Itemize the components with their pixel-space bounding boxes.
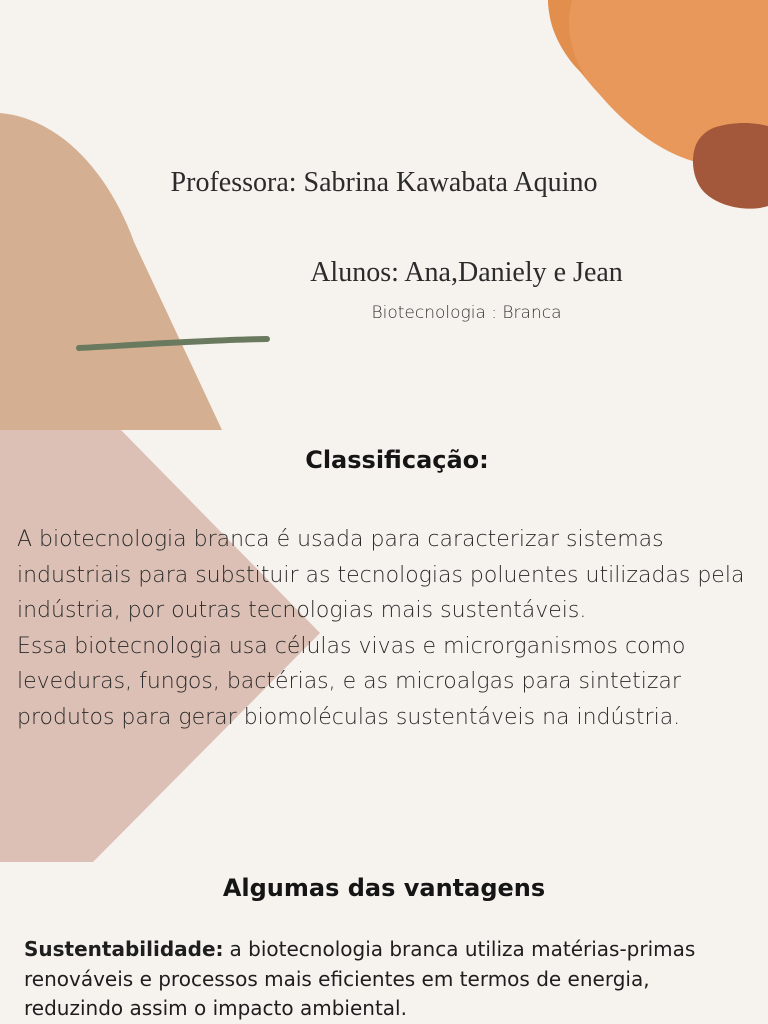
- classification-heading: Classificação:: [305, 446, 489, 474]
- paragraph-line: industriais para substituir as tecnologias poluentes utilizadas pela: [17, 562, 745, 588]
- advantages-heading: Algumas das vantagens: [222, 874, 546, 902]
- students-names: Alunos: Ana,Daniely e Jean: [310, 257, 623, 288]
- advantage-item-sustainability: [24, 935, 768, 1024]
- subject-subtitle: Biotecnologia : Branca: [371, 303, 562, 323]
- advantage-line: reduzindo assim o impacto ambiental.: [24, 996, 407, 1020]
- advantage-line: [24, 935, 768, 965]
- paragraph-line: produtos para gerar biomoléculas sustentáveis na indústria.: [17, 704, 681, 730]
- paragraph-line: leveduras, fungos, bactérias, e as microalgas para sintetizar: [17, 669, 681, 694]
- paragraph-line: A biotecnologia branca é usada para caracterizar sistemas: [17, 527, 664, 552]
- paragraph-line: Essa biotecnologia usa células vivas e microrganismos como: [17, 633, 686, 659]
- advantage-line: renováveis e processos mais eficientes em termos de energia,: [24, 966, 650, 991]
- advantage-text: a biotecnologia branca utiliza matérias-primas: [229, 937, 696, 961]
- classification-paragraph: [17, 522, 768, 735]
- teacher-name: Professora: Sabrina Kawabata Aquino: [170, 167, 598, 198]
- advantage-term: Sustentabilidade:: [24, 937, 224, 961]
- paragraph-line: indústria, por outras tecnologias mais sustentáveis.: [17, 598, 587, 623]
